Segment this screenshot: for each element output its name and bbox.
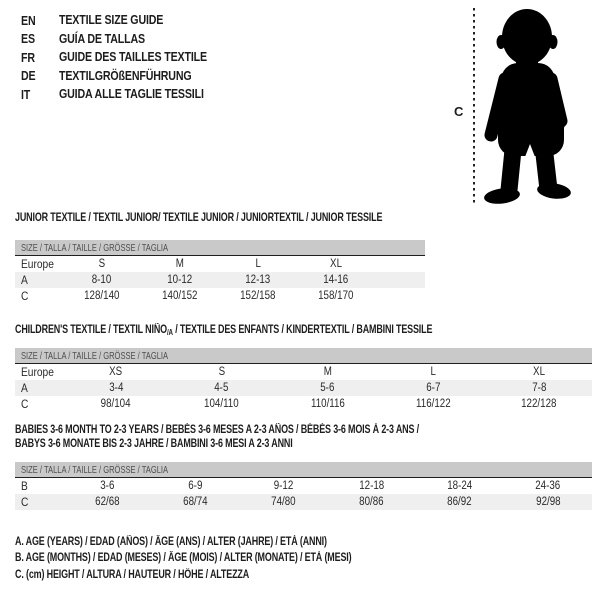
footnotes: [15, 534, 446, 583]
lang-row-fr: [21, 48, 239, 67]
height-cell: 158/170: [318, 290, 354, 302]
table-row-b: [15, 478, 592, 494]
lang-code: DE: [21, 68, 36, 84]
section-title-junior: JUNIOR TEXTILE / TEXTIL JUNIOR/ TEXTILE JUNIOR / JUNIORTEXTIL / JUNIOR TESSILE: [15, 212, 383, 224]
height-cell: 80/86: [359, 496, 384, 508]
lang-row-es: [21, 30, 239, 49]
age-cell: 12-13: [245, 274, 271, 286]
footnote-a: A. AGE (YEARS) / EDAD (AÑOS) / ÂGE (ANS) / ALTER (JAHRE) / ETÀ (ANNI): [15, 536, 327, 549]
height-cell: 62/68: [94, 496, 120, 508]
lang-label: TEXTILE SIZE GUIDE: [59, 12, 164, 28]
size-cell: L: [430, 366, 437, 378]
row-label: Europe: [21, 365, 54, 379]
lang-row-de: [21, 67, 239, 86]
title-part: CHILDREN'S TEXTILE / TEXTIL NIÑO: [15, 324, 167, 336]
title-line-2: BABYS 3-6 MONATE BIS 2-3 JAHRE / BAMBINI 3-6 MESI A 2-3 ANNI: [15, 437, 293, 450]
table-body: [15, 364, 592, 412]
table-row-a: [15, 380, 592, 396]
row-label: Europe: [21, 257, 54, 271]
age-cell: 4-5: [214, 382, 229, 394]
size-cell: XS: [109, 366, 123, 378]
height-cell: 104/110: [204, 398, 239, 410]
size-cell: L: [255, 258, 261, 270]
height-cell: 122/128: [521, 398, 557, 410]
size-cell: XL: [330, 258, 342, 270]
baby-figure: [450, 0, 600, 215]
size-cell: M: [323, 366, 332, 378]
babies-size-table: [15, 462, 592, 510]
table-row-a: [15, 272, 425, 288]
height-measure-label: C: [454, 104, 464, 119]
table-row-c: [15, 396, 592, 412]
lang-row-en: [21, 11, 239, 30]
lang-row-it: [21, 85, 239, 104]
footnote-c: C. (cm) HEIGHT / ALTURA / HAUTEUR / HÖHE / ALTEZZA: [15, 568, 250, 581]
section-title-children: [15, 324, 550, 340]
row-label: A: [21, 273, 28, 287]
height-cell: 110/116: [310, 398, 345, 410]
height-cell: 152/158: [240, 290, 276, 302]
age-cell: 12-18: [359, 480, 385, 492]
lang-label: GUIDA ALLE TAGLIE TESSILI: [59, 86, 204, 102]
height-cell: 98/104: [100, 398, 131, 410]
section-title-babies: [15, 424, 533, 452]
age-cell: 18-24: [447, 480, 473, 492]
children-size-table: [15, 348, 592, 412]
age-cell: 3-4: [108, 382, 123, 394]
table-row-c: [15, 494, 592, 510]
height-cell: 128/140: [84, 290, 120, 302]
height-cell: 68/74: [183, 496, 208, 508]
row-label: A: [21, 381, 28, 395]
lang-label: GUIDE DES TAILLES TEXTILE: [59, 49, 207, 65]
lang-code: FR: [21, 49, 35, 65]
lang-code: IT: [21, 86, 31, 102]
table-body: [15, 256, 425, 304]
table-row-europe: [15, 364, 592, 380]
title-line-1: BABIES 3-6 MONTH TO 2-3 YEARS / BEBÉS 3-6 MESES A 2-3 AÑOS / BÉBÉS 3-6 MOIS À 2-3 ANS /: [15, 424, 419, 436]
row-label: C: [21, 289, 29, 303]
age-cell: 14-16: [323, 274, 349, 286]
table-size-header: SIZE / TALLA / TAILLE / GRÖSSE / TAGLIA: [15, 462, 592, 478]
table-row-europe: [15, 256, 425, 272]
size-cell: XL: [533, 366, 546, 378]
age-cell: 9-12: [273, 480, 294, 492]
row-label: B: [21, 479, 28, 493]
lang-code: EN: [21, 12, 36, 28]
junior-size-table: [15, 240, 425, 304]
age-cell: 3-6: [100, 480, 115, 492]
height-cell: 92/98: [535, 496, 561, 508]
language-legend: [21, 11, 239, 104]
title-subscript: /A: [166, 328, 173, 337]
height-cell: 74/80: [271, 496, 296, 508]
lang-code: ES: [21, 31, 35, 47]
height-cell: 116/122: [415, 398, 451, 410]
table-row-c: [15, 288, 425, 304]
height-cell: 140/152: [162, 290, 198, 302]
table-body: [15, 478, 592, 510]
size-cell: S: [218, 366, 225, 378]
age-cell: 8-10: [92, 274, 112, 286]
footnote-b: B. AGE (MONTHS) / EDAD (MESES) / ÂGE (MOIS) / ALTER (MONATE) / ETÀ (MESI): [15, 552, 352, 565]
age-cell: 7-8: [532, 382, 547, 394]
row-label: C: [21, 397, 29, 411]
baby-silhouette-icon: [450, 0, 600, 215]
table-size-header: SIZE / TALLA / TAILLE / GRÖSSE / TAGLIA: [15, 348, 592, 364]
age-cell: 10-12: [167, 274, 193, 286]
size-cell: M: [175, 258, 185, 270]
lang-label: TEXTILGRÖßENFÜHRUNG: [59, 67, 192, 83]
title-part: / TEXTILE DES ENFANTS / KINDERTEXTIL / BAMBINI TESSILE: [172, 324, 433, 336]
age-cell: 24-36: [535, 480, 561, 492]
size-cell: S: [98, 258, 106, 270]
baby-silhouette-shape: [483, 9, 572, 206]
height-cell: 86/92: [447, 496, 472, 508]
lang-label: GUÍA DE TALLAS: [59, 30, 145, 46]
table-size-header: SIZE / TALLA / TAILLE / GRÖSSE / TAGLIA: [15, 240, 425, 256]
age-cell: 5-6: [320, 382, 335, 394]
row-label: C: [21, 495, 29, 509]
age-cell: 6-7: [426, 382, 441, 394]
age-cell: 6-9: [188, 480, 203, 492]
